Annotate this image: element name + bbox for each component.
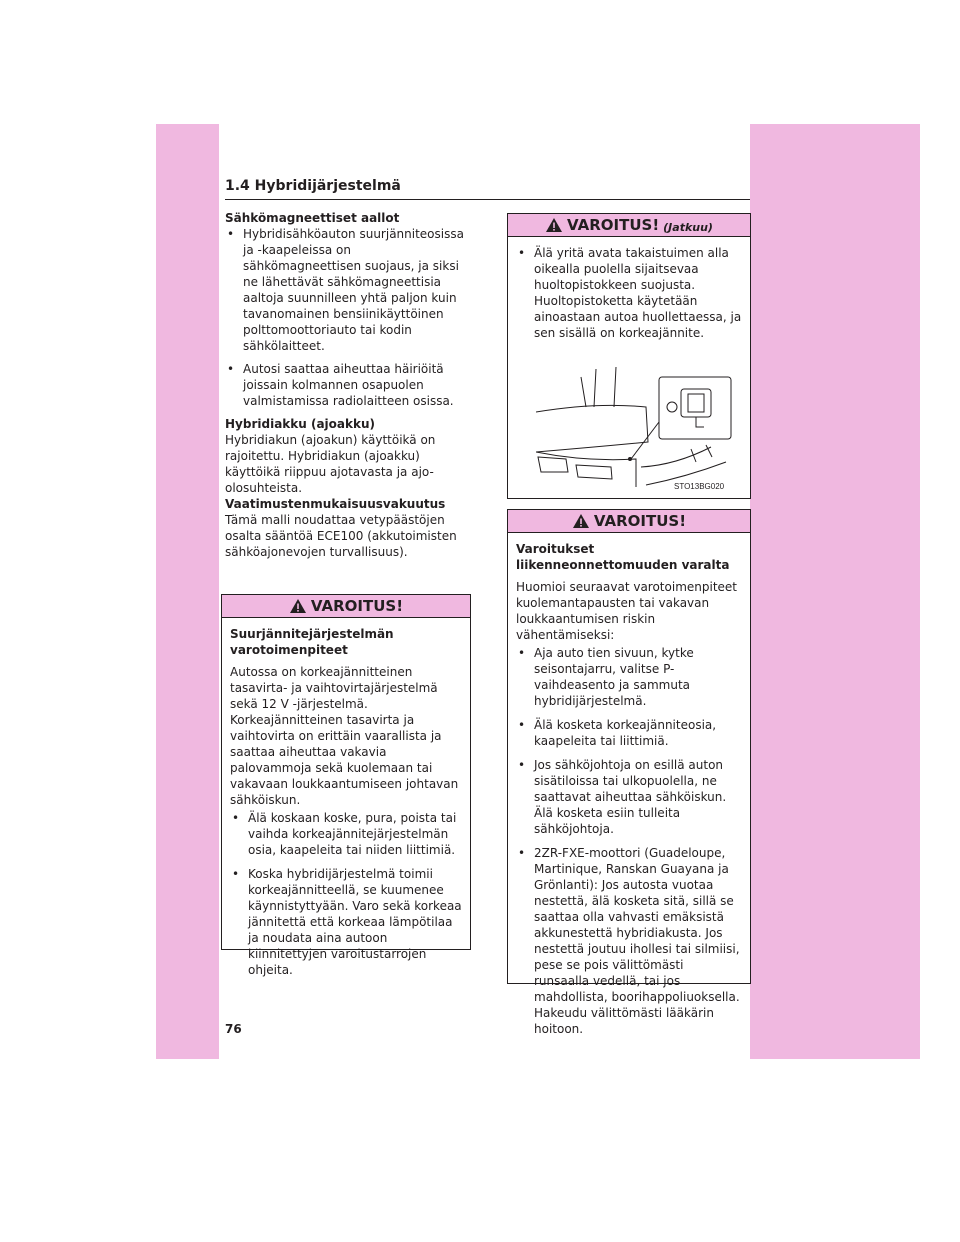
warning-text: Autossa on korkeajännitteinen tasavirta- ja vaihtovirtajärjestelmä sekä 12 V -järjestelmä. Korkeajännitteinen tasavirta ja vaihtovirta on erittäin vaarallista ja saattaa aiheuttaa vakavia palovammoja sekä kuolemaan tai vakavaan loukkaantumiseen johtavan sähköiskun. [230,665,459,807]
warning-bullet [516,845,742,1037]
bullet-dot: • [518,718,526,732]
bullet-dot: • [232,811,240,825]
warning-box-continued [507,213,751,499]
bullet-text: Älä koskaan koske, pura, poista tai vaihda korkeajännitejärjestelmän osia, kaapeleita tai niiden liittimiä. [248,811,457,857]
conformity-text: Tämä malli noudattaa vetypäästöjen osalta sääntöä ECE100 (akkutoimisten sähköajonevojen turvallisuus). [225,513,457,559]
warning-header [222,595,470,618]
section-divider [225,199,750,200]
warning-bullet [516,757,742,837]
bullet-dot: • [232,867,240,881]
warning-bullet [516,245,742,341]
bullet-dot: • [518,846,526,860]
warning-title: VAROITUS! [567,216,660,234]
warning-title: VAROITUS! [593,512,687,530]
bullet-dot: • [227,227,235,241]
bullet-text: Aja auto tien sivuun, kytke seisontajarru, valitse P-vaihdeasento ja sammuta hybridijärjestelmä. [534,646,694,708]
warning-subtitle: Varoitukset liikenneonnettomuuden varalta [516,542,730,572]
battery-heading: Hybridiakku (ajoakku) [225,417,375,431]
warning-bullet [516,717,742,749]
em-bullet [225,226,471,354]
warning-bullet [516,645,742,709]
bullet-dot: • [518,246,526,260]
warning-header [508,214,750,237]
bullet-text: Jos sähköjohtoja on esillä auton sisätiloissa tai ulkopuolella, ne saattavat aiheuttaa sähköiskun. Älä kosketa esiin tulleita sähköjohtoja. [534,758,727,836]
warning-body [508,533,750,1051]
warning-triangle-icon [289,598,307,614]
warning-bullet [230,866,462,978]
bullet-dot: • [227,362,235,376]
em-bullet [225,361,471,409]
warning-intro: Huomioi seuraavat varotoimenpiteet kuolemantapausten tai vakavan loukkaantumisen riskin vähentämiseksi: [516,580,737,642]
conformity-heading: Vaatimustenmukaisuusvakuutus [225,497,446,511]
warning-bullet [230,810,462,858]
bullet-text: Hybridisähköauton suurjänniteosissa ja -kaapeleissa on sähkömagneettisen suojaus, ja siksi ne lähettävät sähkömagneettisia aaltoja suunnilleen yhtä paljon kuin tavanomainen bensiinikäyttöinen polttomoottoriauto tai kodin sähkölaitteet. [243,227,464,353]
warning-box-high-voltage [221,594,471,977]
figure-code: STO13BG020 [674,482,725,491]
warning-body [222,618,470,992]
bullet-dot: • [518,758,526,772]
em-heading: Sähkömagneettiset aallot [225,211,400,225]
bullet-text: Autosi saattaa aiheuttaa häiriöitä joissain kolmannen osapuolen valmistamissa radiolaitteen osissa. [243,362,454,408]
service-plug-illustration [536,367,736,497]
bullet-text: Älä yritä avata takaistuimen alla oikealla puolella sijaitsevaa huoltopistokkeen suojusta. Huoltopistoketta käytetään ainoastaan autoa huollettaessa, ja sen sisällä on korkeajännite. [534,246,742,340]
continued-label: (Jatkuu) [663,220,713,234]
bullet-text: Koska hybridijärjestelmä toimii korkeajännitteellä, se kuumenee käynnistyttyään. Varo sekä korkeaa jännitettä että korkeaa lämpötilaa ja noudata aina autoon kiinnitettyjen varoitustarrojen ohjeita. [248,867,462,977]
warning-body [508,237,750,507]
warning-header [508,510,750,533]
battery-text: Hybridiakun (ajoakun) käyttöikä on rajoitettu. Hybridiakun (ajoakku) käyttöikä riippuu ajotavasta ja ajo-olosuhteista. [225,433,436,495]
warning-title: VAROITUS! [310,597,404,615]
bullet-dot: • [518,646,526,660]
callout-dot [628,457,632,461]
warning-triangle-icon [545,217,563,233]
bullet-text: 2ZR-FXE-moottori (Guadeloupe, Martinique, Ranskan Guayana ja Grönlanti): Jos autosta vuotaa nestettä, älä kosketa sitä, sillä se saattaa olla vahvasti emäksistä akkunestettä hybridiakusta. Jos nestettä joutuu ihollesi tai silmiisi, pese se pois välittömästi runsaalla vedellä, tai jos mahdollista, boorihappoliuoksella. Hakeudu välittömästi lääkärin hoitoon. [534,846,740,1036]
warning-subtitle: Suurjännitejärjestelmän varotoimenpiteet [230,627,394,657]
bullet-text: Älä kosketa korkeajänniteosia, kaapeleita tai liittimiä. [534,718,717,748]
page-number: 76 [225,1022,242,1036]
warning-triangle-icon [572,513,590,529]
warning-box-traffic-accident [507,509,751,1036]
left-column [225,210,471,560]
section-title: 1.4 Hybridijärjestelmä [225,178,401,194]
